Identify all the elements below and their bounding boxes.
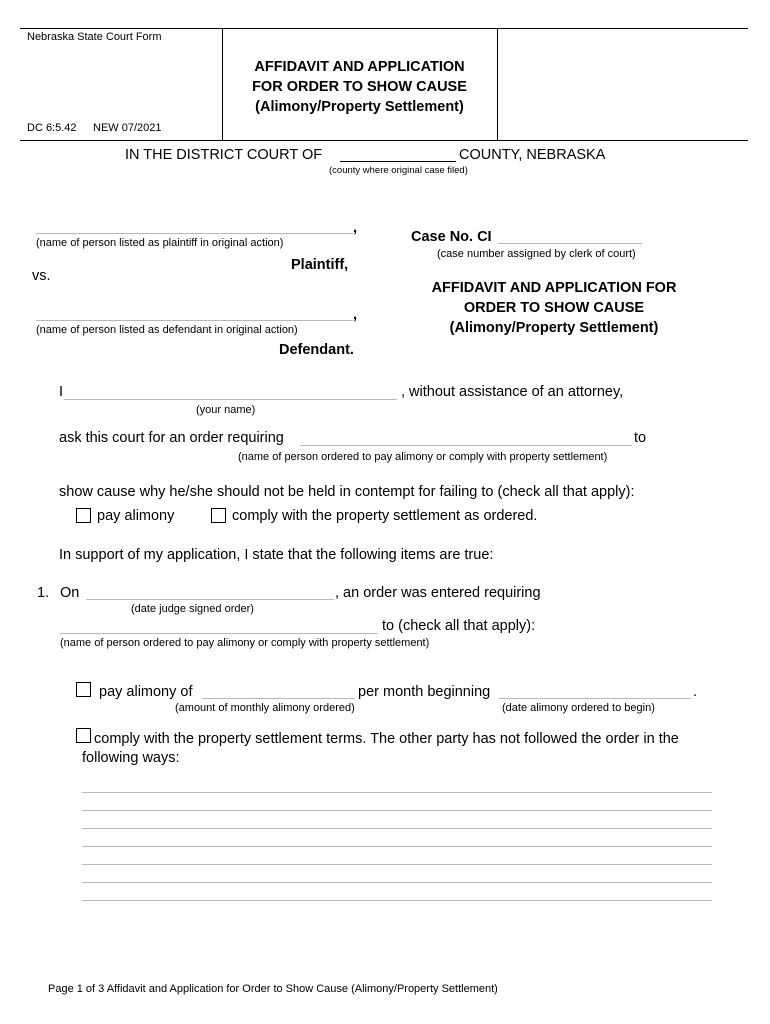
order-entered-text: , an order was entered requiring [335, 585, 541, 601]
item1-pay-alimony-checkbox[interactable] [76, 682, 91, 697]
order-date-hint: (date judge signed order) [131, 603, 254, 615]
without-attorney-text: , without assistance of an attorney, [401, 384, 624, 400]
ordered-person-hint: (name of person ordered to pay alimony or comply with property settlement) [60, 637, 430, 649]
vs-label: vs. [32, 268, 51, 284]
form-source: Nebraska State Court Form [27, 31, 162, 43]
defendant-hint: (name of person listed as defendant in original action) [36, 324, 298, 336]
defendant-comma: , [353, 307, 358, 323]
doc-title-line1: AFFIDAVIT AND APPLICATION FOR [431, 280, 677, 296]
plaintiff-comma: , [353, 220, 358, 236]
explanation-line-5[interactable] [82, 864, 712, 865]
defendant-name-field[interactable] [36, 320, 353, 321]
payer-name-field[interactable] [300, 445, 632, 446]
comply-settlement-checkbox[interactable] [211, 508, 226, 523]
amount-hint: (amount of monthly alimony ordered) [175, 702, 355, 714]
plaintiff-label: Plaintiff, [291, 257, 349, 273]
header-bottom-border [20, 140, 748, 141]
header-title-line1: AFFIDAVIT AND APPLICATION [254, 59, 465, 75]
pay-alimony-label: pay alimony [97, 508, 175, 524]
show-cause-text: show cause why he/she should not be held in contempt for failing to (check all that apply): [59, 484, 635, 500]
ask-court-text: ask this court for an order requiring [59, 430, 284, 446]
case-no-hint: (case number assigned by clerk of court) [437, 248, 636, 260]
payer-hint: (name of person ordered to pay alimony or comply with property settlement) [238, 451, 608, 463]
item1-on: On [60, 585, 80, 601]
pay-alimony-checkbox[interactable] [76, 508, 91, 523]
i-label: I [59, 384, 64, 400]
county-field[interactable] [340, 161, 456, 162]
explanation-line-4[interactable] [82, 846, 712, 847]
case-no-label: Case No. CI [411, 229, 492, 245]
to-check-text: to (check all that apply): [382, 618, 536, 634]
plaintiff-name-field[interactable] [36, 233, 353, 234]
to-text: to [634, 430, 647, 446]
header-divider-right [497, 28, 498, 140]
explanation-line-1[interactable] [82, 792, 712, 793]
form-version: NEW 07/2021 [93, 122, 162, 134]
your-name-hint: (your name) [196, 404, 256, 416]
explanation-line-2[interactable] [82, 810, 712, 811]
comply-terms-line2: following ways: [82, 750, 180, 766]
item1-number: 1. [37, 585, 50, 601]
header-top-border [20, 28, 748, 29]
order-date-field[interactable] [86, 599, 334, 600]
county-hint: (county where original case filed) [329, 165, 468, 176]
case-number-field[interactable] [498, 243, 642, 244]
explanation-line-6[interactable] [82, 882, 712, 883]
alimony-start-date-field[interactable] [499, 698, 691, 699]
support-statement: In support of my application, I state that the following items are true: [59, 547, 494, 563]
court-prefix: IN THE DISTRICT COURT OF [125, 147, 323, 163]
explanation-line-3[interactable] [82, 828, 712, 829]
comply-terms-line1: comply with the property settlement terms. The other party has not followed the order in the [94, 731, 679, 747]
item1-comply-checkbox[interactable] [76, 728, 91, 743]
defendant-label: Defendant. [279, 342, 354, 358]
doc-title-line2: ORDER TO SHOW CAUSE [463, 300, 645, 316]
alimony-period: . [693, 684, 698, 700]
page-footer: Page 1 of 3 Affidavit and Application for Order to Show Cause (Alimony/Property Settlement) [48, 983, 498, 995]
explanation-line-7[interactable] [82, 900, 712, 901]
alimony-amount-field[interactable] [202, 698, 355, 699]
comply-settlement-label: comply with the property settlement as ordered. [232, 508, 538, 524]
doc-title-line3: (Alimony/Property Settlement) [449, 320, 659, 336]
per-month-text: per month beginning [358, 684, 491, 700]
header-title-line3: (Alimony/Property Settlement) [255, 99, 464, 115]
your-name-field[interactable] [64, 399, 397, 400]
header-title-line2: FOR ORDER TO SHOW CAUSE [252, 79, 467, 95]
form-number: DC 6:5.42 [27, 122, 77, 134]
plaintiff-hint: (name of person listed as plaintiff in original action) [36, 237, 284, 249]
ordered-person-field[interactable] [60, 633, 378, 634]
court-suffix: COUNTY, NEBRASKA [459, 147, 606, 163]
begin-hint: (date alimony ordered to begin) [502, 702, 655, 714]
pay-alimony-of-text: pay alimony of [99, 684, 193, 700]
